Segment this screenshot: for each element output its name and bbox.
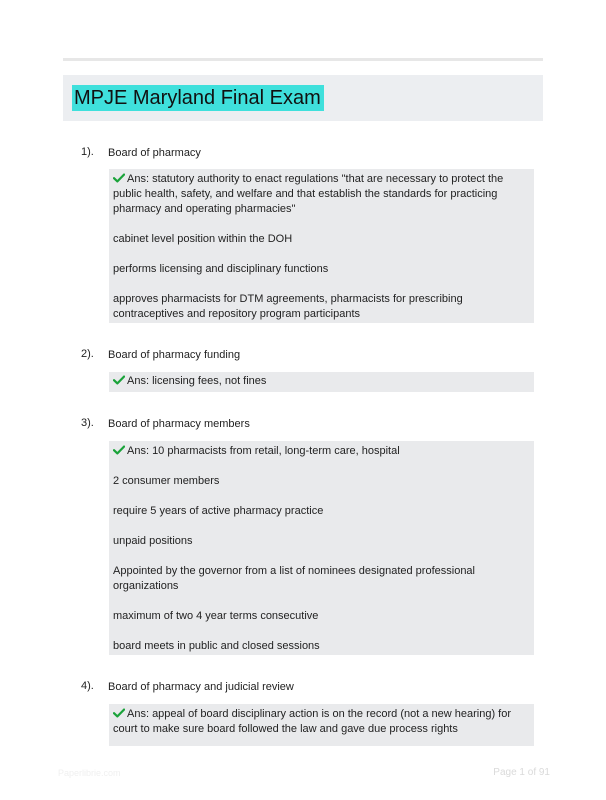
answer-line: performs licensing and disciplinary functions xyxy=(113,263,329,275)
answer-box xyxy=(109,372,534,392)
question-text: Board of pharmacy xyxy=(108,147,201,159)
answer-box xyxy=(109,704,534,746)
answer-line: Appointed by the governor from a list of nominees designated professional organizations xyxy=(113,565,475,592)
top-divider xyxy=(63,58,543,61)
question-number: 3). xyxy=(81,417,94,429)
question-text: Board of pharmacy members xyxy=(108,418,250,430)
title-banner xyxy=(63,75,543,121)
answer-line: Ans: statutory authority to enact regulations "that are necessary to protect the public health, safety, and welfare and that establish the standards for practicing pharmacy and operating pharmacies" xyxy=(113,173,504,215)
footer-watermark: Paperlibrie.com xyxy=(58,768,121,778)
question-number: 4). xyxy=(81,680,94,692)
answer-line: maximum of two 4 year terms consecutive xyxy=(113,610,319,622)
question-number: 2). xyxy=(81,348,94,360)
answer-line: unpaid positions xyxy=(113,535,193,547)
answer-line: 2 consumer members xyxy=(113,475,220,487)
answer-line: Ans: licensing fees, not fines xyxy=(113,374,530,389)
page-title: MPJE Maryland Final Exam xyxy=(72,85,324,111)
check-icon xyxy=(113,375,125,385)
answer-box xyxy=(109,169,534,323)
answer-line: board meets in public and closed sessions xyxy=(113,640,320,652)
answer-box xyxy=(109,441,534,655)
check-icon xyxy=(113,445,125,455)
question-number: 1). xyxy=(81,146,94,158)
answer-line: require 5 years of active pharmacy practice xyxy=(113,505,324,517)
question-text: Board of pharmacy funding xyxy=(108,349,241,361)
answer-line: Ans: appeal of board disciplinary action is on the record (not a new hearing) for court to make sure board followed the law and gave due process rights xyxy=(113,708,511,735)
check-icon xyxy=(113,173,125,183)
check-icon xyxy=(113,708,125,718)
page-number: Page 1 of 91 xyxy=(493,767,550,778)
answer-line: Ans: 10 pharmacists from retail, long-term care, hospital xyxy=(113,444,530,459)
answer-line: approves pharmacists for DTM agreements, pharmacists for prescribing contraceptives and repository program participants xyxy=(113,293,463,320)
question-text: Board of pharmacy and judicial review xyxy=(108,681,294,693)
answer-line: cabinet level position within the DOH xyxy=(113,233,293,245)
